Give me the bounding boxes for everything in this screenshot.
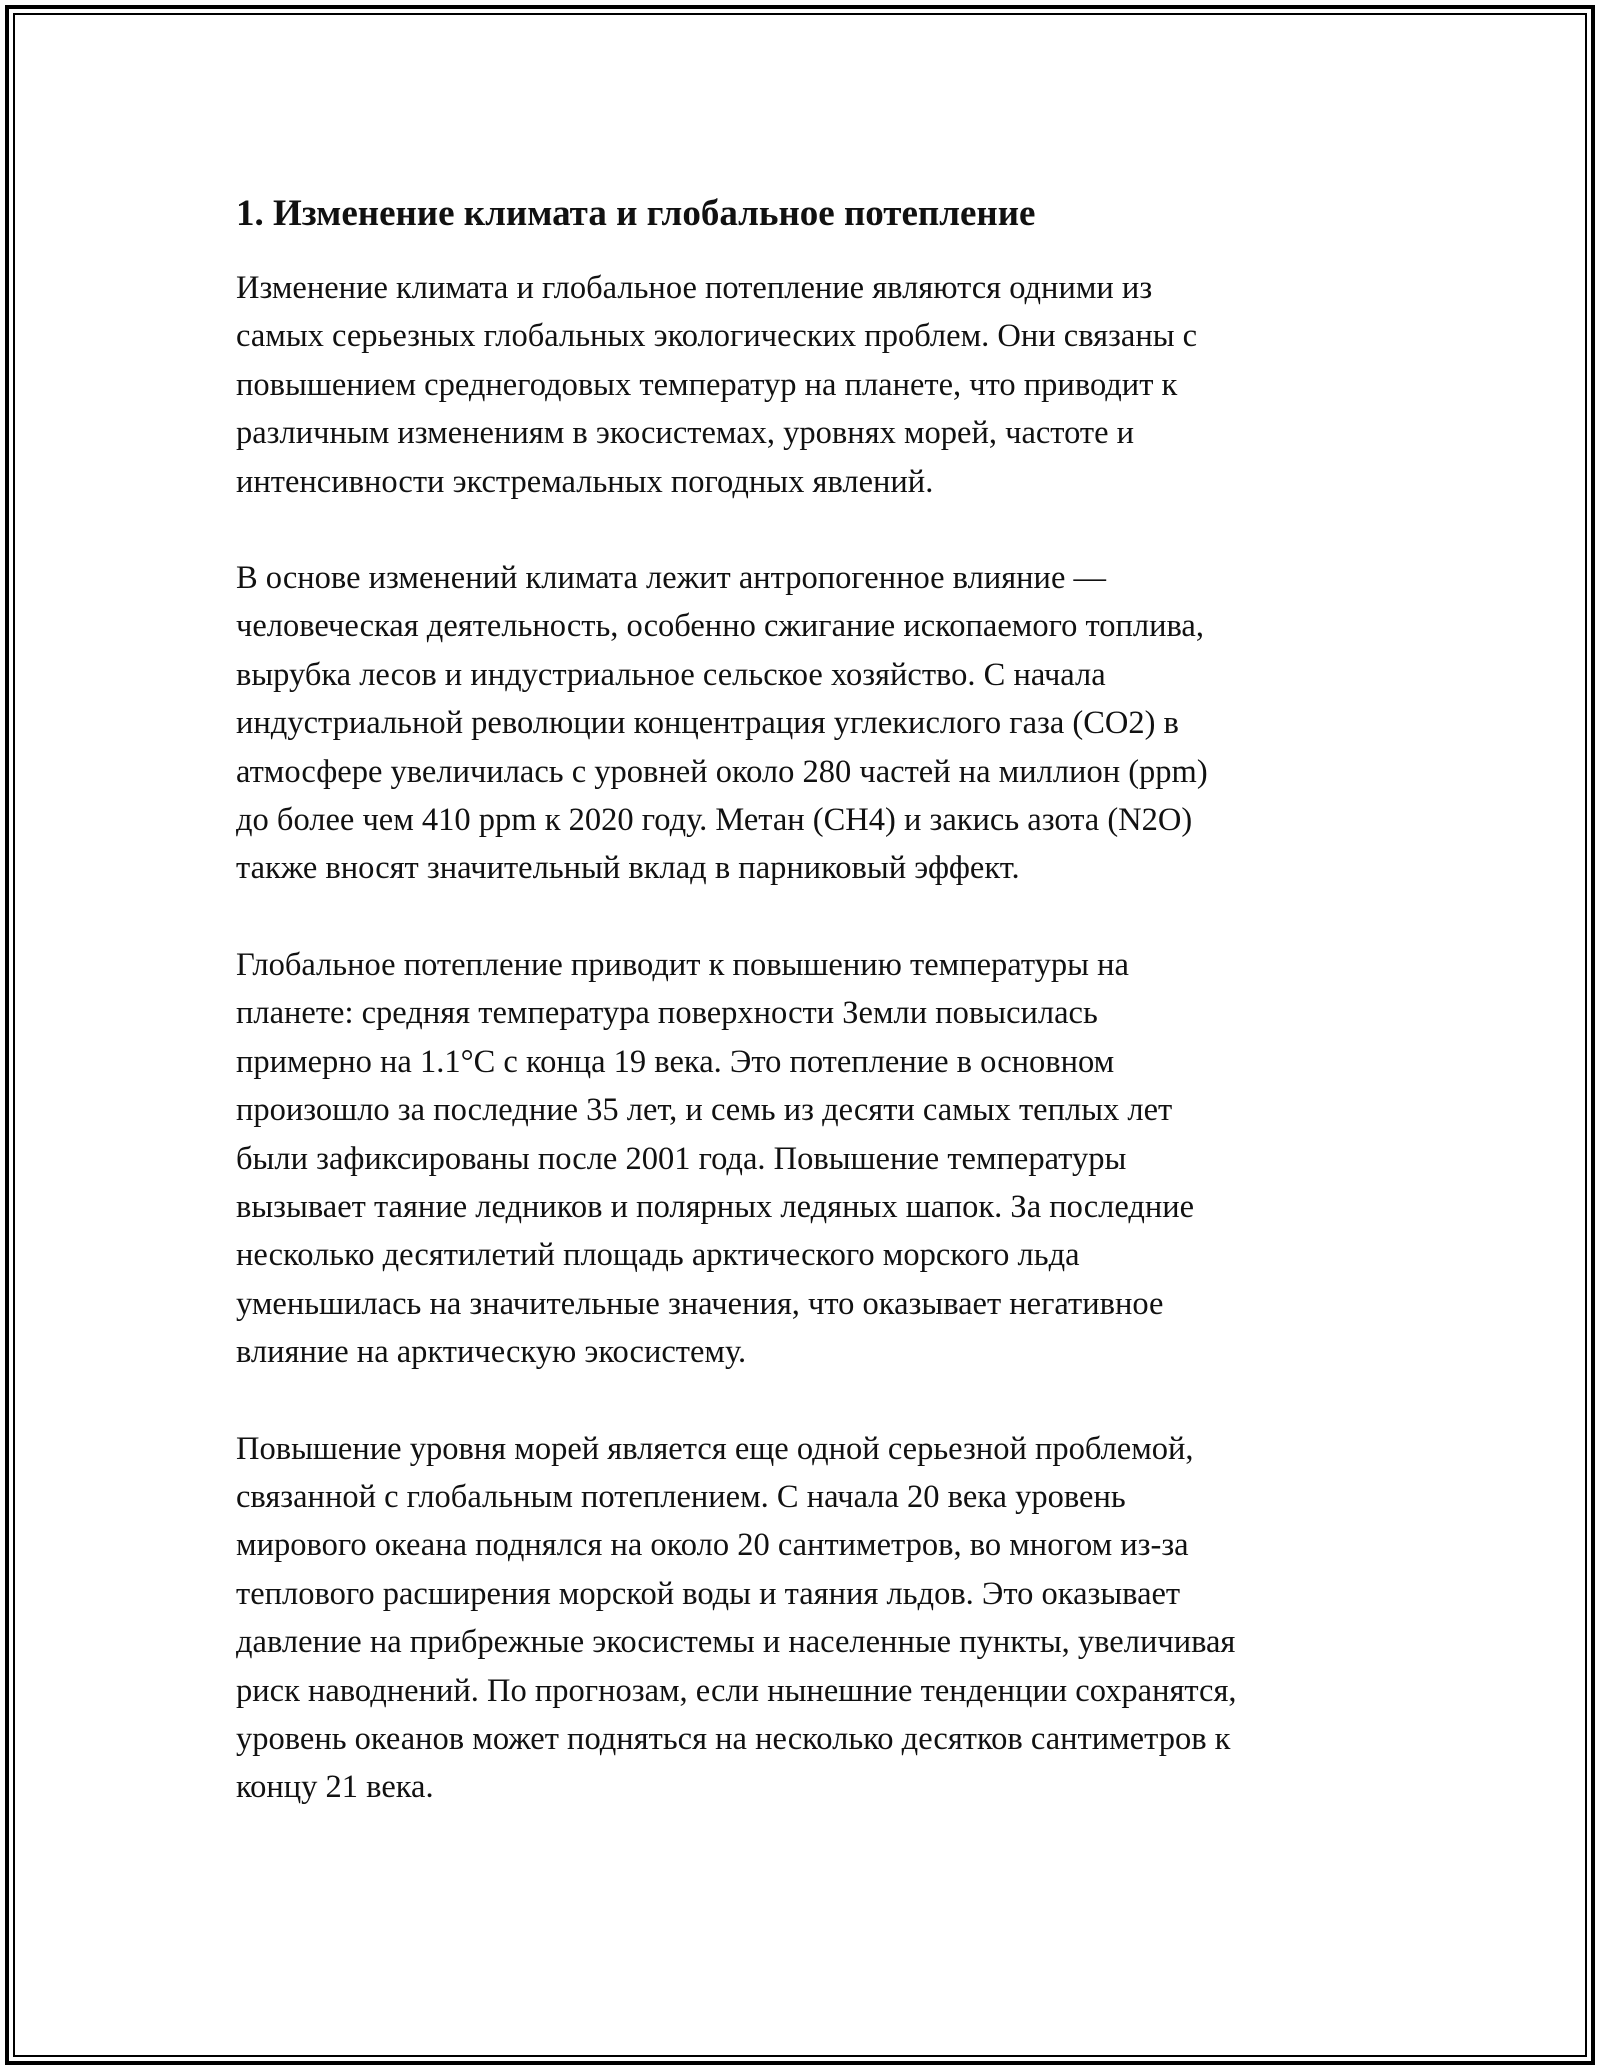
- text-line: теплового расширения морской воды и таяния льдов. Это оказывает: [236, 1575, 1181, 1612]
- text-line: Повышение уровня морей является еще одной серьезной проблемой,: [236, 1430, 1194, 1467]
- text-line: интенсивности экстремальных погодных явлений.: [236, 463, 934, 500]
- text-line: вызывает таяние ледников и полярных ледяных шапок. За последние: [236, 1188, 1195, 1225]
- text-line: мирового океана поднялся на около 20 сантиметров, во многом из-за: [236, 1527, 1189, 1564]
- text-line: концу 21 века.: [236, 1769, 434, 1806]
- text-line: Изменение климата и глобальное потепление являются одними из: [236, 270, 1153, 306]
- text-line: самых серьезных глобальных экологических проблем. Они связаны с: [236, 318, 1198, 355]
- text-line: до более чем 410 ppm к 2020 году. Метан (CH4) и закись азота (N2O): [236, 802, 1193, 839]
- paragraph-temperature-rise: [236, 941, 1386, 1377]
- text-line: были зафиксированы после 2001 года. Повышение температуры: [236, 1140, 1127, 1177]
- text-line: уровень океанов может подняться на несколько десятков сантиметров к: [236, 1720, 1231, 1757]
- text-line: планете: средняя температура поверхности Земли повысилась: [236, 995, 1098, 1032]
- text-line: произошло за последние 35 лет, и семь из десяти самых теплых лет: [236, 1092, 1173, 1129]
- text-line: вырубка лесов и индустриальное сельское хозяйство. С начала: [236, 656, 1106, 693]
- paragraph-anthropogenic-causes: [236, 554, 1386, 893]
- text-line: повышением среднегодовых температур на планете, что приводит к: [236, 366, 1178, 403]
- paragraph-sea-level-rise: [236, 1425, 1386, 1812]
- text-line: различным изменениям в экосистемах, уровнях морей, частоте и: [236, 415, 1135, 452]
- text-line: связанной с глобальным потеплением. С начала 20 века уровень: [236, 1478, 1126, 1515]
- text-line: индустриальной революции концентрация углекислого газа (CO2) в: [236, 705, 1179, 742]
- text-line: человеческая деятельность, особенно сжигание ископаемого топлива,: [236, 608, 1204, 645]
- text-line: несколько десятилетий площадь арктического морского льда: [236, 1237, 1080, 1274]
- text-line: давление на прибрежные экосистемы и населенные пункты, увеличивая: [236, 1624, 1236, 1661]
- text-line: влияние на арктическую экосистему.: [236, 1334, 747, 1371]
- text-line: атмосфере увеличилась с уровней около 280 частей на миллион (ppm): [236, 753, 1208, 790]
- text-line: В основе изменений климата лежит антропогенное влияние —: [236, 560, 1106, 597]
- text-line: также вносят значительный вклад в парниковый эффект.: [236, 850, 1020, 887]
- document-body: [236, 190, 1386, 1860]
- text-line: Глобальное потепление приводит к повышению температуры на: [236, 946, 1129, 983]
- paragraph-climate-intro: [236, 264, 1386, 506]
- text-line: примерно на 1.1°C с конца 19 века. Это потепление в основном: [236, 1043, 1115, 1080]
- section-heading: 1. Изменение климата и глобальное потепление: [236, 193, 1036, 234]
- text-line: риск наводнений. По прогнозам, если нынешние тенденции сохранятся,: [236, 1672, 1237, 1709]
- text-line: уменьшилась на значительные значения, что оказывает негативное: [236, 1285, 1164, 1322]
